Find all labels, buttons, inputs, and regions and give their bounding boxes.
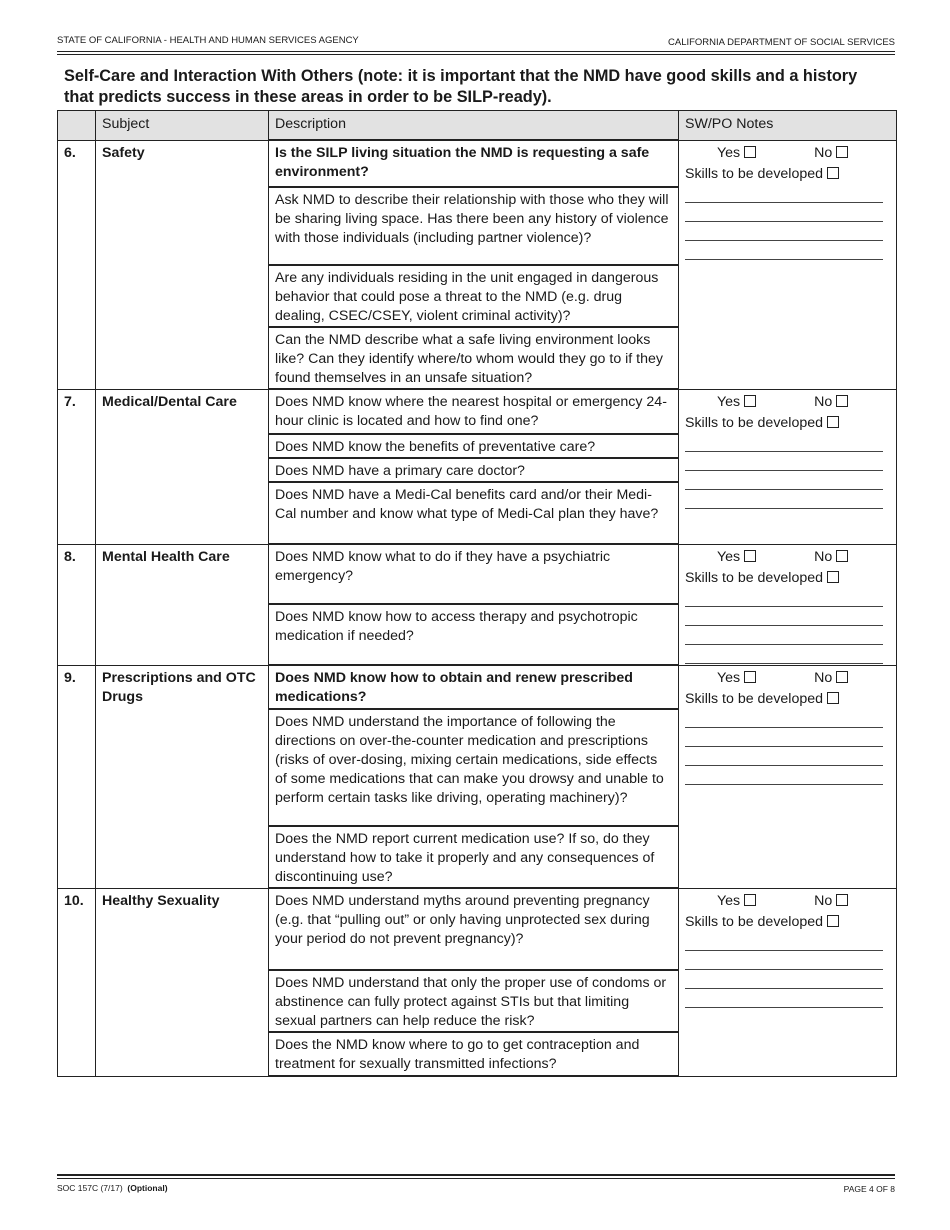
- notes-cell: [679, 544, 897, 665]
- yes-checkbox[interactable]: [744, 146, 756, 158]
- notes-cell: [679, 665, 897, 888]
- item-description: Does NMD understand the importance of following the directions on over-the-counter medication and prescriptions (risks of over-dosing, mixing certain medications, side effects of some medications that can make you drowsy and unable to perform certain tasks like driving, operating machinery)?: [269, 709, 679, 826]
- department-header: CALIFORNIA DEPARTMENT OF SOCIAL SERVICES: [668, 37, 895, 48]
- section-title: Self-Care and Interaction With Others (note: it is important that the NMD have good skills and a history that predicts success in these areas in order to be SILP-ready).: [64, 67, 858, 106]
- skills-option[interactable]: [685, 414, 890, 433]
- notes-line[interactable]: [685, 626, 883, 645]
- notes-line[interactable]: [685, 490, 883, 509]
- notes-line[interactable]: [685, 433, 883, 452]
- no-label: No: [814, 144, 833, 161]
- skills-label: Skills to be developed: [685, 690, 824, 707]
- notes-line[interactable]: [685, 709, 883, 728]
- item-description: Does NMD know the benefits of preventative care?: [269, 434, 679, 458]
- item-description: Does NMD know how to obtain and renew prescribed medications?: [269, 665, 679, 709]
- skills-checkbox[interactable]: [827, 167, 839, 179]
- form-id: [57, 1183, 168, 1193]
- yes-option[interactable]: [717, 145, 756, 161]
- yes-option[interactable]: [717, 549, 756, 565]
- assessment-table: [57, 110, 897, 1077]
- skills-label: Skills to be developed: [685, 913, 824, 930]
- item-description: Are any individuals residing in the unit engaged in dangerous behavior that could pose a threat to the NMD (e.g. drug dealing, CSEC/CSEY, violent criminal activity)?: [269, 265, 679, 327]
- item-description: Does NMD know where the nearest hospital or emergency 24-hour clinic is located and how to find one?: [269, 389, 679, 434]
- notes-cell: [679, 389, 897, 544]
- item-description: Is the SILP living situation the NMD is requesting a safe environment?: [269, 140, 679, 187]
- item-subject: Safety: [96, 140, 269, 389]
- yes-checkbox[interactable]: [744, 395, 756, 407]
- skills-option[interactable]: [685, 913, 890, 932]
- skills-label: Skills to be developed: [685, 414, 824, 431]
- yes-checkbox[interactable]: [744, 671, 756, 683]
- no-label: No: [814, 548, 833, 565]
- notes-line[interactable]: [685, 241, 883, 260]
- header-divider: [57, 51, 895, 52]
- footer-divider: [57, 1174, 895, 1176]
- skills-checkbox[interactable]: [827, 692, 839, 704]
- item-subject: Healthy Sexuality: [96, 888, 269, 1076]
- skills-checkbox[interactable]: [827, 571, 839, 583]
- no-option[interactable]: [814, 893, 848, 909]
- no-checkbox[interactable]: [836, 671, 848, 683]
- skills-option[interactable]: [685, 690, 890, 709]
- no-option[interactable]: [814, 394, 848, 410]
- yes-label: Yes: [717, 144, 741, 161]
- skills-checkbox[interactable]: [827, 915, 839, 927]
- item-description: Does NMD understand that only the proper use of condoms or abstinence can fully protect against STIs but that limiting sexual partners can help reduce the risk?: [269, 970, 679, 1032]
- yes-option[interactable]: [717, 394, 756, 410]
- table-row: [58, 665, 897, 709]
- notes-line[interactable]: [685, 989, 883, 1008]
- skills-option[interactable]: [685, 569, 890, 588]
- item-number: 7.: [58, 389, 96, 544]
- yes-label: Yes: [717, 548, 741, 565]
- yes-option[interactable]: [717, 670, 756, 686]
- yes-no-row: [685, 892, 890, 911]
- yes-label: Yes: [717, 393, 741, 410]
- no-option[interactable]: [814, 670, 848, 686]
- notes-line[interactable]: [685, 452, 883, 471]
- yes-no-row: [685, 393, 890, 412]
- item-number: 6.: [58, 140, 96, 389]
- notes-line[interactable]: [685, 951, 883, 970]
- column-header-notes: SW/PO Notes: [679, 111, 897, 141]
- table-row: [58, 389, 897, 434]
- notes-cell: [679, 888, 897, 1076]
- item-subject: Medical/Dental Care: [96, 389, 269, 544]
- item-description: Ask NMD to describe their relationship with those who they will be sharing living space. Has there been any history of violence with those individuals (including partner violence)?: [269, 187, 679, 265]
- form-number: SOC 157C (7/17): [57, 1183, 123, 1193]
- item-description: Does NMD know how to access therapy and psychotropic medication if needed?: [269, 604, 679, 665]
- no-option[interactable]: [814, 145, 848, 161]
- page-number: PAGE 4 OF 8: [843, 1184, 895, 1194]
- item-description: Does NMD have a primary care doctor?: [269, 458, 679, 482]
- item-number: 8.: [58, 544, 96, 665]
- notes-cell: [679, 140, 897, 389]
- column-header-subject: Subject: [96, 111, 269, 141]
- skills-option[interactable]: [685, 165, 890, 184]
- notes-line[interactable]: [685, 932, 883, 951]
- yes-no-row: [685, 548, 890, 567]
- yes-no-row: [685, 144, 890, 163]
- item-description: Does NMD know what to do if they have a psychiatric emergency?: [269, 544, 679, 604]
- table-row: [58, 544, 897, 604]
- no-label: No: [814, 892, 833, 909]
- notes-line[interactable]: [685, 766, 883, 785]
- notes-line[interactable]: [685, 222, 883, 241]
- no-checkbox[interactable]: [836, 894, 848, 906]
- notes-line[interactable]: [685, 184, 883, 203]
- notes-line[interactable]: [685, 970, 883, 989]
- header-divider-2: [57, 54, 895, 55]
- notes-line[interactable]: [685, 203, 883, 222]
- yes-checkbox[interactable]: [744, 894, 756, 906]
- no-checkbox[interactable]: [836, 395, 848, 407]
- column-header-number: [58, 111, 96, 141]
- item-description: Can the NMD describe what a safe living environment looks like? Can they identify where/to whom would they go to if they found themselves in an unsafe situation?: [269, 327, 679, 389]
- yes-label: Yes: [717, 892, 741, 909]
- item-description: Does NMD have a Medi-Cal benefits card and/or their Medi-Cal number and know what type of Medi-Cal plan they have?: [269, 482, 679, 544]
- yes-no-row: [685, 669, 890, 688]
- skills-checkbox[interactable]: [827, 416, 839, 428]
- table-row: [58, 140, 897, 187]
- item-description: Does NMD understand myths around preventing pregnancy (e.g. that “pulling out” or only having unprotected sex during your period do not prevent pregnancy)?: [269, 888, 679, 970]
- yes-checkbox[interactable]: [744, 550, 756, 562]
- notes-line[interactable]: [685, 747, 883, 766]
- item-number: 9.: [58, 665, 96, 888]
- no-checkbox[interactable]: [836, 146, 848, 158]
- table-row: [58, 888, 897, 970]
- skills-label: Skills to be developed: [685, 165, 824, 182]
- notes-line[interactable]: [685, 588, 883, 607]
- optional-label: (Optional): [127, 1183, 168, 1193]
- no-label: No: [814, 669, 833, 686]
- skills-label: Skills to be developed: [685, 569, 824, 586]
- item-subject: Prescriptions and OTC Drugs: [96, 665, 269, 888]
- item-description: Does the NMD know where to go to get contraception and treatment for sexually transmitted infections?: [269, 1032, 679, 1076]
- notes-line[interactable]: [685, 471, 883, 490]
- no-label: No: [814, 393, 833, 410]
- item-description: Does the NMD report current medication use? If so, do they understand how to take it properly and any consequences of discontinuing use?: [269, 826, 679, 888]
- column-header-description: Description: [269, 111, 679, 141]
- no-option[interactable]: [814, 549, 848, 565]
- notes-line[interactable]: [685, 645, 883, 664]
- notes-line[interactable]: [685, 607, 883, 626]
- yes-option[interactable]: [717, 893, 756, 909]
- notes-line[interactable]: [685, 728, 883, 747]
- footer-divider-2: [57, 1178, 895, 1179]
- agency-header: STATE OF CALIFORNIA - HEALTH AND HUMAN SERVICES AGENCY: [57, 35, 359, 46]
- item-number: 10.: [58, 888, 96, 1076]
- no-checkbox[interactable]: [836, 550, 848, 562]
- table-header-row: [58, 111, 897, 141]
- item-subject: Mental Health Care: [96, 544, 269, 665]
- yes-label: Yes: [717, 669, 741, 686]
